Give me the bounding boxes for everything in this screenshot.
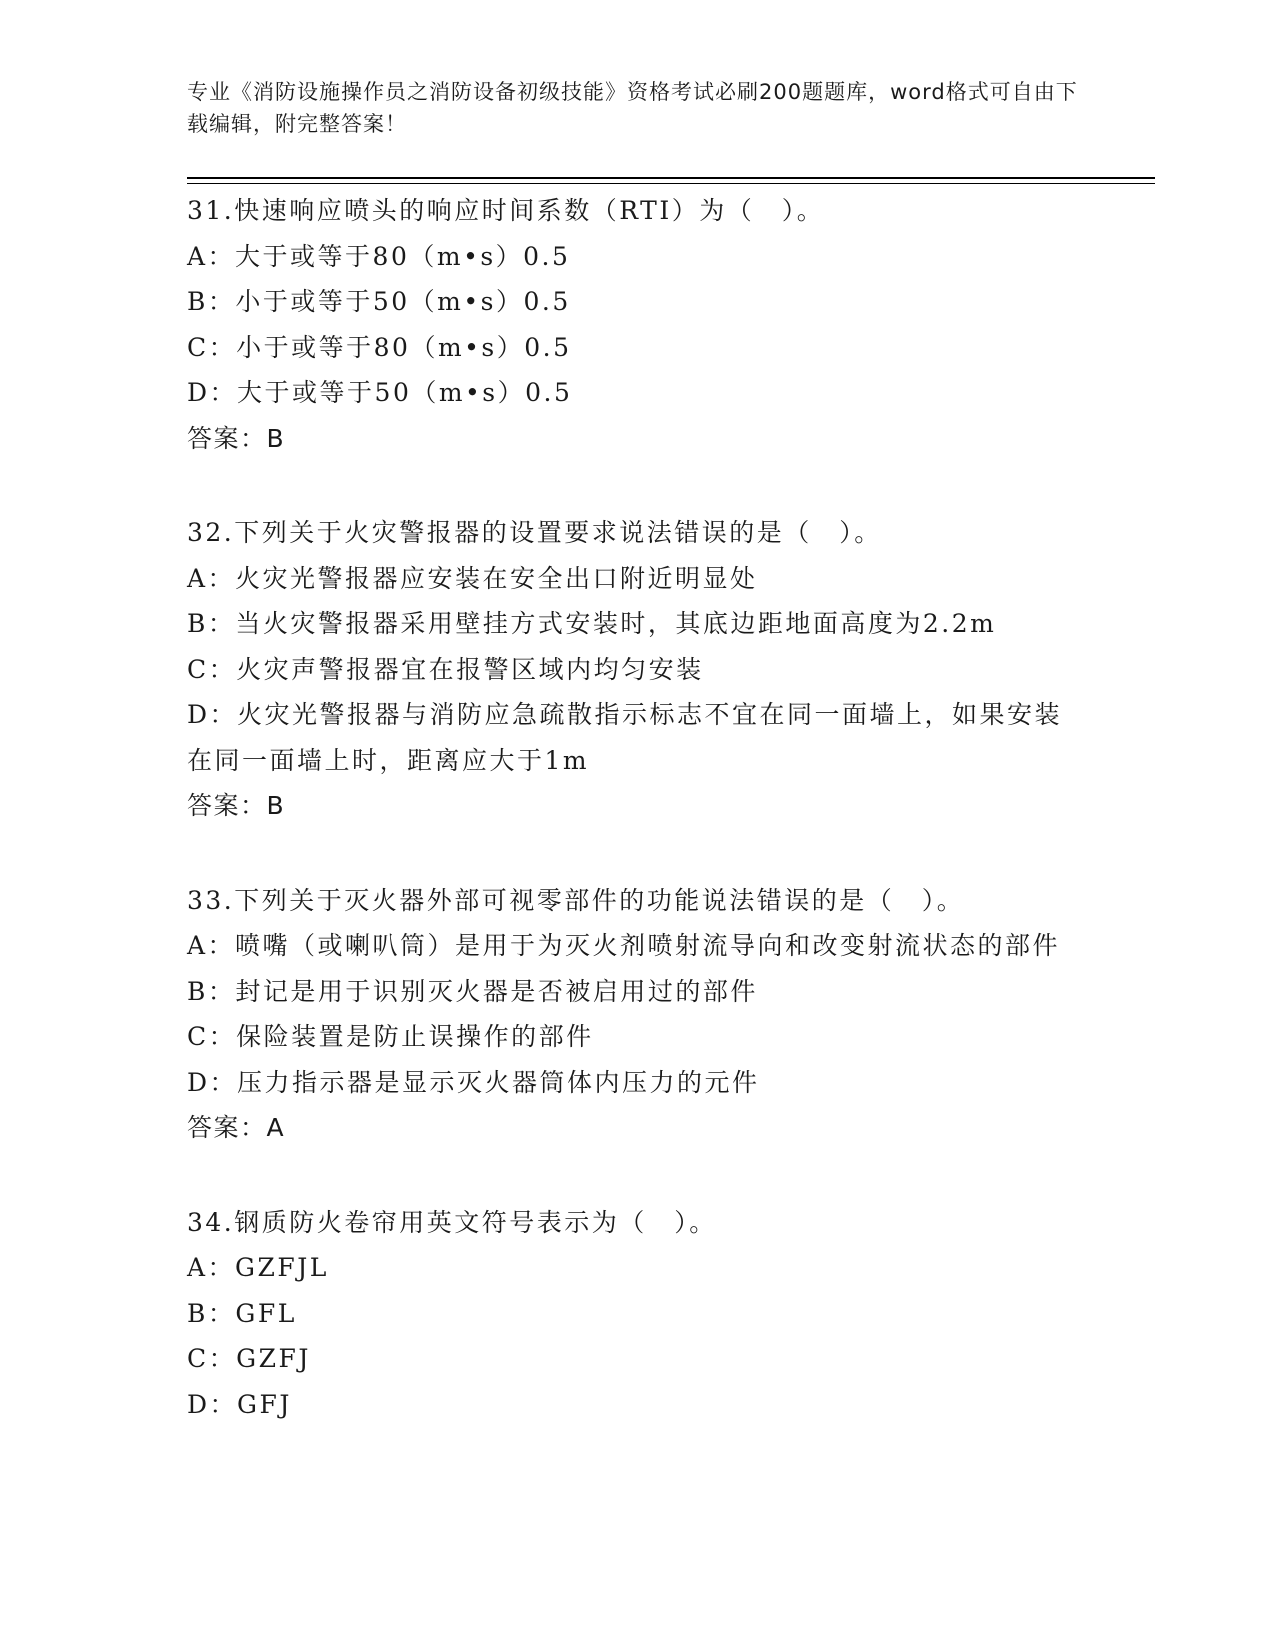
answer-label: 答案：B	[187, 423, 286, 453]
question-stem: 31.快速响应喷头的响应时间系数（RTI）为（ ）。	[187, 196, 825, 225]
option-a: A：大于或等于80（m•s）0.5	[187, 241, 571, 271]
option-a: A：火灾光警报器应安装在安全出口附近明显处	[187, 563, 758, 593]
option-d: D：火灾光警报器与消防应急疏散指示标志不宜在同一面墙上，如果安装在同一面墙上时，距离应大于1m	[187, 700, 1063, 775]
option-c: C：保险装置是防止误操作的部件	[187, 1022, 594, 1051]
header-divider-thick	[187, 177, 1155, 179]
option-b: B：小于或等于50（m•s）0.5	[187, 287, 571, 316]
option-a: A：GZFJL	[187, 1253, 329, 1282]
option-c: C：火灾声警报器宜在报警区域内均匀安装	[187, 654, 704, 684]
option-d: D：压力指示器是显示灭火器筒体内压力的元件	[187, 1067, 760, 1097]
header-divider-thin	[187, 183, 1155, 184]
question-list	[187, 188, 1087, 1476]
option-a: A：喷嘴（或喇叭筒）是用于为灭火剂喷射流导向和改变射流状态的部件	[187, 931, 1061, 960]
question-34	[187, 1200, 1087, 1428]
question-31	[187, 188, 1087, 461]
question-33	[187, 878, 1087, 1151]
option-b: B：GFL	[187, 1298, 297, 1328]
option-b: B：封记是用于识别灭火器是否被启用过的部件	[187, 976, 758, 1006]
question-32	[187, 510, 1087, 829]
question-stem: 33.下列关于灭火器外部可视零部件的功能说法错误的是（ ）。	[187, 885, 965, 915]
question-stem: 34.钢质防火卷帘用英文符号表示为（ ）。	[187, 1207, 717, 1237]
option-d: D：大于或等于50（m•s）0.5	[187, 378, 573, 407]
document-header: 专业《消防设施操作员之消防设备初级技能》资格考试必刷200题题库，word格式可自由下载编辑，附完整答案！	[187, 80, 1078, 136]
answer-label: 答案：A	[187, 1113, 286, 1142]
option-c: C：GZFJ	[187, 1344, 311, 1373]
option-c: C：小于或等于80（m•s）0.5	[187, 332, 572, 362]
option-b: B：当火灾警报器采用壁挂方式安装时，其底边距地面高度为2.2m	[187, 609, 997, 638]
option-d: D：GFJ	[187, 1389, 292, 1419]
question-stem: 32.下列关于火灾警报器的设置要求说法错误的是（ ）。	[187, 518, 882, 547]
answer-label: 答案：B	[187, 791, 286, 820]
